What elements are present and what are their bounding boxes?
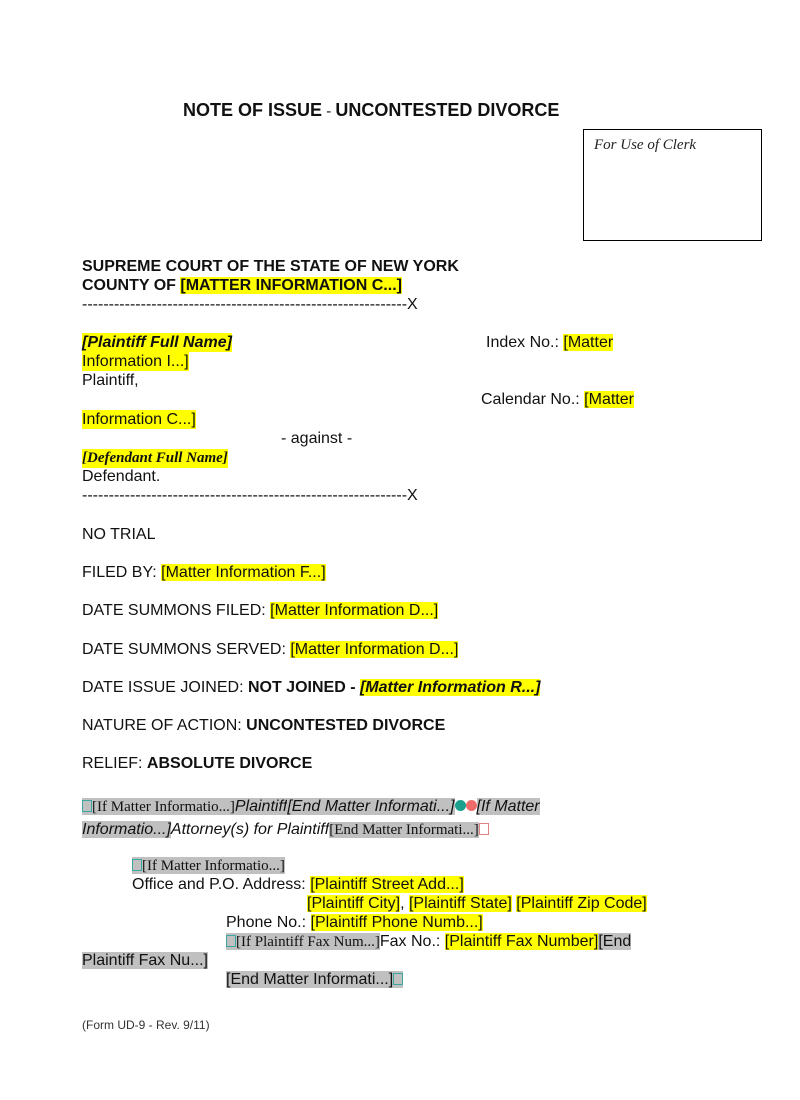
field-marker-icon [132,859,142,871]
caption-separator-bottom: -------------------------------------------------------------X [82,487,418,504]
field-end-marker-icon [479,823,489,835]
issue-joined-label: DATE ISSUE JOINED: [82,679,248,696]
calendar-number-line [481,390,634,409]
index-field-part2[interactable]: Information I...] [82,353,189,370]
relief-line [82,754,312,773]
title-part1: NOTE OF ISSUE [183,100,323,120]
end-fax-field-part1[interactable]: [End [598,933,632,950]
attorney-line-2 [82,820,489,840]
if-fax-conditional[interactable] [226,933,380,950]
defendant-name-field[interactable]: [Defendant Full Name] [82,450,228,466]
if-matter-field-1: [If Matter Informatio...] [92,799,235,815]
plaintiff-word: Plaintiff [234,798,288,815]
phone-label: Phone No.: [226,914,311,931]
fax-field[interactable]: [Plaintiff Fax Number] [444,933,599,950]
conditional-start-1[interactable] [82,798,235,815]
street-field[interactable]: [Plaintiff Street Add...] [310,876,464,893]
county-prefix: COUNTY OF [82,277,181,294]
teal-circle-icon [455,800,466,811]
conditional-start-3[interactable] [132,857,285,874]
attorney-for-plaintiff: Attorney(s) for Plaintiff [170,821,330,838]
document-title [183,101,559,121]
end-matter-field-1[interactable]: [End Matter Informati...] [287,798,455,815]
field-marker-icon [82,800,92,812]
if-fax-field: [If Plaintiff Fax Num...] [236,934,380,950]
summons-served-line [82,640,458,659]
fax-end-line [82,951,208,970]
no-trial-label: NO TRIAL [82,526,156,543]
attorney-line-1 [82,797,540,817]
summons-filed-field[interactable]: [Matter Information D...] [270,602,439,619]
office-address-line [132,875,464,894]
filed-by-label: FILED BY: [82,564,162,581]
if-matter-field-2b[interactable]: Informatio...] [82,821,171,838]
fax-label: Fax No.: [379,933,445,950]
state-field[interactable]: [Plaintiff State] [408,895,512,912]
filed-by-line [82,563,326,582]
field-end-marker-icon [393,973,403,985]
calendar-label: Calendar No.: [481,391,585,408]
clerk-box-label: For Use of Clerk [594,137,697,153]
issue-joined-line [82,678,540,697]
index-label: Index No.: [486,334,564,351]
city-field[interactable]: [Plaintiff City] [307,895,401,912]
nature-of-action-line [82,716,445,735]
relief-label: RELIEF: [82,755,147,772]
plaintiff-label: Plaintiff, [82,372,139,389]
relief-value: ABSOLUTE DIVORCE [146,755,313,772]
attorney-line-3 [132,856,285,876]
nature-label: NATURE OF ACTION: [82,717,247,734]
nature-value: UNCONTESTED DIVORCE [246,717,446,734]
title-separator: - [322,103,336,120]
end-matter-field-2[interactable]: [End Matter Informati...] [329,822,479,838]
caption-separator-top: -------------------------------------------------------------X [82,296,418,313]
phone-line [226,913,483,932]
summons-served-field[interactable]: [Matter Information D...] [290,641,459,658]
issue-joined-status: NOT JOINED - [247,679,360,696]
against-label: - against - [281,430,353,447]
issue-joined-field[interactable]: [Matter Information R...] [359,679,541,696]
plaintiff-name-field[interactable]: [Plaintiff Full Name] [82,334,232,351]
end-fax-field-part2[interactable]: Plaintiff Fax Nu...] [82,952,208,969]
defendant-label: Defendant. [82,468,161,485]
zip-field[interactable]: [Plaintiff Zip Code] [516,895,647,912]
if-matter-field-3: [If Matter Informatio...] [142,858,285,874]
filed-by-field[interactable]: [Matter Information F...] [161,564,326,581]
calendar-field-part2[interactable]: Information C...] [82,411,196,428]
county-line [82,276,402,295]
index-field-part1[interactable]: [Matter [563,334,614,351]
summons-served-label: DATE SUMMONS SERVED: [82,641,291,658]
red-circle-icon [466,800,477,811]
county-field[interactable]: [MATTER INFORMATION C...] [180,277,402,294]
calendar-field-part1[interactable]: [Matter [584,391,634,408]
attorney-end-line [226,970,403,989]
index-number-line [486,333,613,352]
fax-line [226,932,631,952]
title-part2: UNCONTESTED DIVORCE [335,100,560,120]
court-name: SUPREME COURT OF THE STATE OF NEW YORK [82,258,459,275]
office-label: Office and P.O. Address: [132,876,311,893]
field-marker-icon [226,935,236,947]
summons-filed-line [82,601,438,620]
clerk-use-box [583,129,762,241]
end-matter-field-3[interactable]: [End Matter Informati...] [226,971,394,988]
summons-filed-label: DATE SUMMONS FILED: [82,602,271,619]
city-comma: , [400,895,409,912]
if-matter-field-2a[interactable]: [If Matter [476,798,540,815]
city-state-zip-line [307,894,647,913]
phone-field[interactable]: [Plaintiff Phone Numb...] [310,914,483,931]
form-footer: (Form UD-9 - Rev. 9/11) [82,1018,210,1032]
